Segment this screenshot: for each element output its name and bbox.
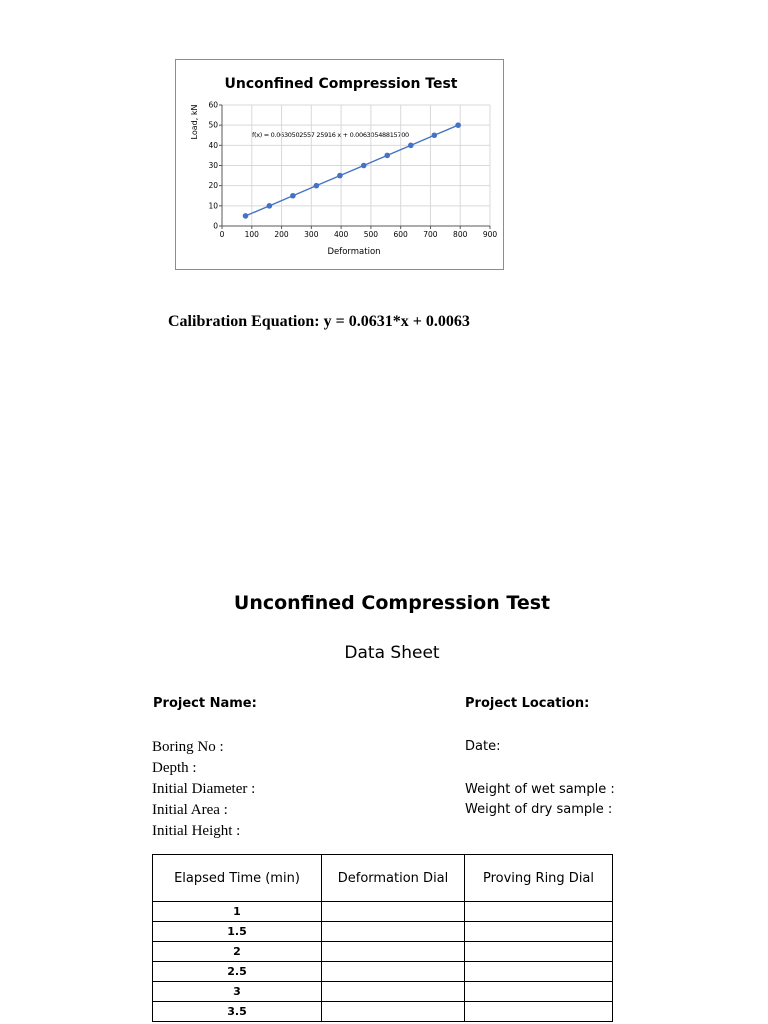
chart-x-tick-label: 900 bbox=[482, 230, 498, 239]
col-deformation-dial: Deformation Dial bbox=[322, 855, 465, 902]
boring-no-label: Boring No : bbox=[152, 739, 224, 755]
date-label: Date: bbox=[465, 739, 501, 754]
deformation-dial-cell[interactable] bbox=[322, 902, 465, 922]
col-elapsed-time: Elapsed Time (min) bbox=[153, 855, 322, 902]
elapsed-time-cell: 3.5 bbox=[153, 1002, 322, 1022]
table-header-row bbox=[153, 855, 613, 902]
calibration-equation: Calibration Equation: y = 0.0631*x + 0.0063 bbox=[168, 313, 470, 330]
chart-trendline-equation: f(x) = 0.0630502557 25916 x + 0.00630548815700 bbox=[252, 131, 409, 139]
chart-data-point bbox=[432, 132, 438, 138]
chart-x-tick-label: 600 bbox=[393, 230, 408, 239]
chart-data-point bbox=[361, 163, 367, 169]
chart-y-tick-label: 0 bbox=[213, 221, 218, 231]
table-row bbox=[153, 962, 613, 982]
elapsed-time-cell: 3 bbox=[153, 982, 322, 1002]
proving-ring-dial-cell[interactable] bbox=[465, 902, 613, 922]
data-sheet-subtitle: Data Sheet bbox=[344, 643, 440, 663]
chart-y-tick-label: 20 bbox=[208, 181, 218, 191]
chart-data-point bbox=[267, 203, 273, 209]
table-row bbox=[153, 902, 613, 922]
table-row bbox=[153, 922, 613, 942]
table-row bbox=[153, 942, 613, 962]
depth-label: Depth : bbox=[152, 760, 197, 776]
chart-svg bbox=[176, 60, 505, 271]
chart-data-point bbox=[337, 173, 343, 179]
wet-sample-weight-label: Weight of wet sample : bbox=[465, 782, 615, 797]
chart-x-tick-label: 300 bbox=[304, 230, 319, 239]
chart-y-tick-label: 50 bbox=[208, 120, 218, 130]
chart-data-point bbox=[243, 213, 249, 219]
chart-x-tick-label: 200 bbox=[274, 230, 289, 239]
table-row bbox=[153, 982, 613, 1002]
elapsed-time-cell: 2 bbox=[153, 942, 322, 962]
chart-data-point bbox=[314, 183, 320, 189]
proving-ring-dial-cell[interactable] bbox=[465, 982, 613, 1002]
proving-ring-dial-cell[interactable] bbox=[465, 1002, 613, 1022]
elapsed-time-cell: 2.5 bbox=[153, 962, 322, 982]
proving-ring-dial-cell[interactable] bbox=[465, 942, 613, 962]
initial-area-label: Initial Area : bbox=[152, 802, 228, 818]
dry-sample-weight-label: Weight of dry sample : bbox=[465, 802, 613, 817]
chart-x-tick-label: 700 bbox=[423, 230, 438, 239]
chart-x-tick-label: 100 bbox=[244, 230, 259, 239]
deformation-dial-cell[interactable] bbox=[322, 1002, 465, 1022]
deformation-dial-cell[interactable] bbox=[322, 922, 465, 942]
chart-x-tick-label: 400 bbox=[333, 230, 349, 239]
project-name-label: Project Name: bbox=[153, 696, 257, 711]
chart-container bbox=[175, 59, 504, 270]
chart-x-tick-label: 800 bbox=[453, 230, 468, 239]
chart-y-tick-label: 60 bbox=[208, 100, 218, 110]
chart-x-tick-label: 0 bbox=[219, 230, 225, 239]
chart-x-axis-label: Deformation bbox=[327, 247, 381, 257]
elapsed-time-cell: 1.5 bbox=[153, 922, 322, 942]
chart-title: Unconfined Compression Test bbox=[224, 76, 458, 92]
deformation-dial-cell[interactable] bbox=[322, 962, 465, 982]
chart-data-point bbox=[290, 193, 296, 199]
chart-data-point bbox=[455, 122, 461, 128]
chart-x-tick-label: 500 bbox=[363, 230, 379, 239]
deformation-dial-cell[interactable] bbox=[322, 982, 465, 1002]
chart-y-tick-label: 10 bbox=[208, 201, 218, 211]
chart-y-axis-label: Load, kN bbox=[190, 104, 199, 140]
data-sheet-title: Unconfined Compression Test bbox=[233, 592, 551, 614]
chart-y-tick-label: 30 bbox=[208, 161, 218, 170]
proving-ring-dial-cell[interactable] bbox=[465, 962, 613, 982]
chart-y-tick-label: 40 bbox=[208, 140, 218, 150]
chart-data-point bbox=[408, 143, 414, 149]
chart-data-point bbox=[384, 153, 390, 159]
chart-grid bbox=[222, 105, 490, 226]
initial-height-label: Initial Height : bbox=[152, 823, 241, 839]
proving-ring-dial-cell[interactable] bbox=[465, 922, 613, 942]
elapsed-time-cell: 1 bbox=[153, 902, 322, 922]
deformation-dial-cell[interactable] bbox=[322, 942, 465, 962]
table-row bbox=[153, 1002, 613, 1022]
initial-diameter-label: Initial Diameter : bbox=[152, 781, 256, 797]
data-table bbox=[152, 854, 613, 1022]
project-location-label: Project Location: bbox=[465, 696, 590, 711]
col-proving-ring-dial: Proving Ring Dial bbox=[465, 855, 613, 902]
